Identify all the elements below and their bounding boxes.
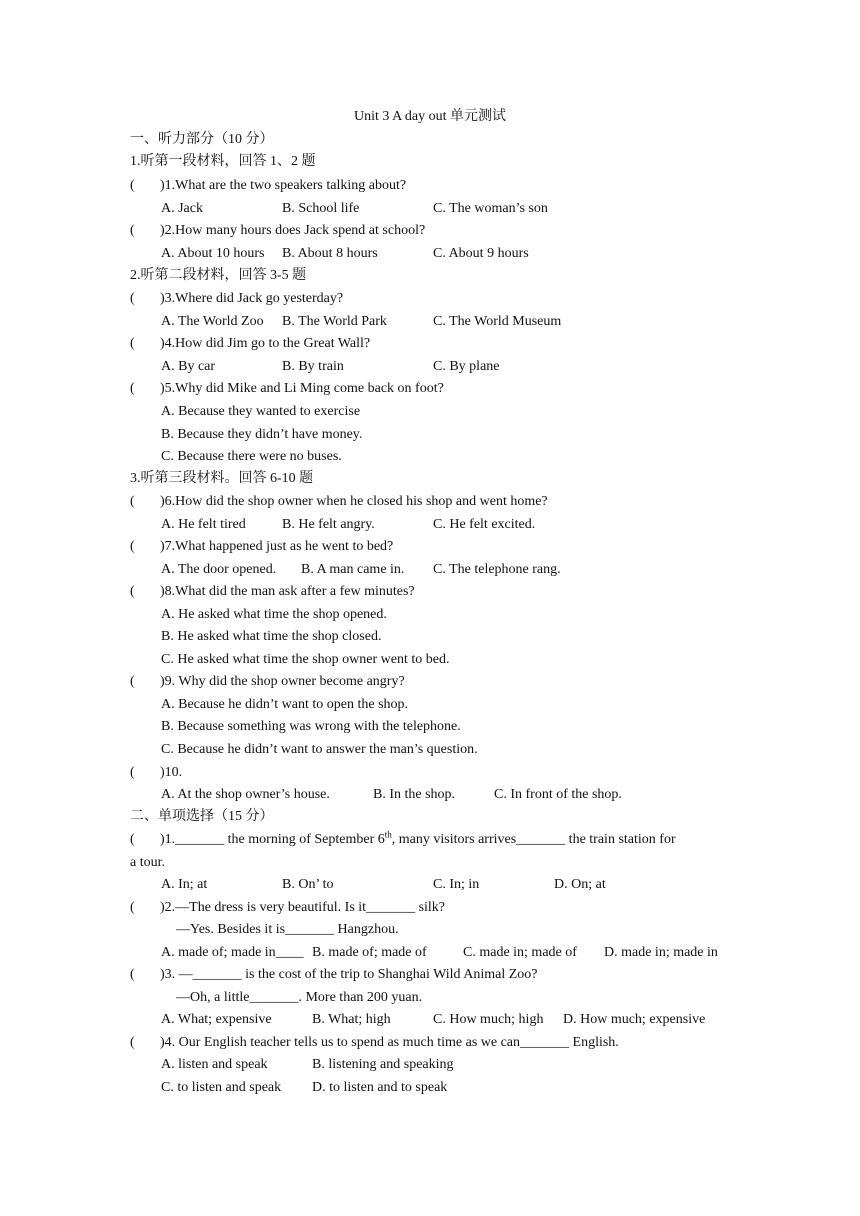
choice-question-1-cont: a tour. [130,855,165,870]
option: B. He felt angry. [282,517,375,532]
option: A. Because they wanted to exercise [161,404,361,419]
option: B. Because something was wrong with the telephone. [161,719,461,734]
option: B. On’ to [282,877,334,892]
option: B. listening and speaking [312,1057,454,1072]
option: A. Jack [161,201,203,216]
option: A. The World Zoo [161,314,264,329]
option: A. He felt tired [161,517,246,532]
option: A. What; expensive [161,1012,272,1027]
listening-question-4: ( )4.How did Jim go to the Great Wall? [130,336,371,351]
part2-heading: 2.听第二段材料，回答 3-5 题 [130,268,307,283]
option: B. About 8 hours [282,246,378,261]
option: C. Because there were no buses. [161,449,342,464]
option: C. made in; made of [463,945,577,960]
option: B. He asked what time the shop closed. [161,629,382,644]
listening-question-8: ( )8.What did the man ask after a few minutes? [130,584,415,599]
listening-question-2: ( )2.How many hours does Jack spend at school? [130,223,426,238]
option: C. By plane [433,359,500,374]
option: C. How much; high [433,1012,544,1027]
option: B. The World Park [282,314,387,329]
option: B. By train [282,359,344,374]
choice-question-4: ( )4. Our English teacher tells us to spend as much time as we can_______ English. [130,1035,619,1050]
option: C. In front of the shop. [494,787,622,802]
option: A. About 10 hours [161,246,265,261]
option: A. The door opened. [161,562,277,577]
option: D. How much; expensive [563,1012,706,1027]
choice-question-2: ( )2.—The dress is very beautiful. Is it_______ silk? [130,900,446,915]
section-choice-heading: 二、单项选择（15 分） [130,809,274,824]
option: A. By car [161,359,216,374]
listening-question-1: ( )1.What are the two speakers talking about? [130,178,407,193]
listening-question-9: ( )9. Why did the shop owner become angry? [130,674,405,689]
listening-question-5: ( )5.Why did Mike and Li Ming come back on foot? [130,381,444,396]
option: B. Because they didn’t have money. [161,427,363,442]
option: C. to listen and speak [161,1080,282,1095]
part3-heading: 3.听第三段材料。回答 6-10 题 [130,471,314,486]
option: A. listen and speak [161,1057,268,1072]
choice-question-3-reply: —Oh, a little_______. More than 200 yuan. [176,990,423,1005]
page-title: Unit 3 A day out 单元测试 [353,109,507,124]
option: B. In the shop. [373,787,456,802]
choice-question-3: ( )3. —_______ is the cost of the trip to Shanghai Wild Animal Zoo? [130,967,538,982]
section-listening-heading: 一、听力部分（10 分） [130,132,274,147]
option: D. to listen and to speak [312,1080,448,1095]
choice-question-1: ( )1._______ the morning of September 6th, many visitors arrives_______ the train station for [130,829,676,847]
option: B. made of; made of [312,945,427,960]
option: D. On; at [554,877,606,892]
option: C. The telephone rang. [433,562,561,577]
option: B. School life [282,201,360,216]
option: A. In; at [161,877,208,892]
option: C. The World Museum [433,314,562,329]
choice-question-2-reply: —Yes. Besides it is_______ Hangzhou. [176,922,399,937]
option: C. Because he didn’t want to answer the man’s question. [161,742,478,757]
part1-heading: 1.听第一段材料，回答 1、2 题 [130,154,316,169]
listening-question-7: ( )7.What happened just as he went to bed? [130,539,394,554]
option: A. At the shop owner’s house. [161,787,330,802]
option: C. About 9 hours [433,246,529,261]
option: B. What; high [312,1012,391,1027]
option: A. Because he didn’t want to open the shop. [161,697,409,712]
option: C. The woman’s son [433,201,548,216]
listening-question-3: ( )3.Where did Jack go yesterday? [130,291,344,306]
option: C. He felt excited. [433,517,536,532]
option: A. made of; made in____ [161,945,304,960]
listening-question-6: ( )6.How did the shop owner when he closed his shop and went home? [130,494,548,509]
option: A. He asked what time the shop opened. [161,607,387,622]
listening-question-10: ( )10. [130,765,183,780]
option: C. In; in [433,877,480,892]
option: B. A man came in. [301,562,405,577]
option: D. made in; made in [604,945,718,960]
option: C. He asked what time the shop owner went to bed. [161,652,450,667]
